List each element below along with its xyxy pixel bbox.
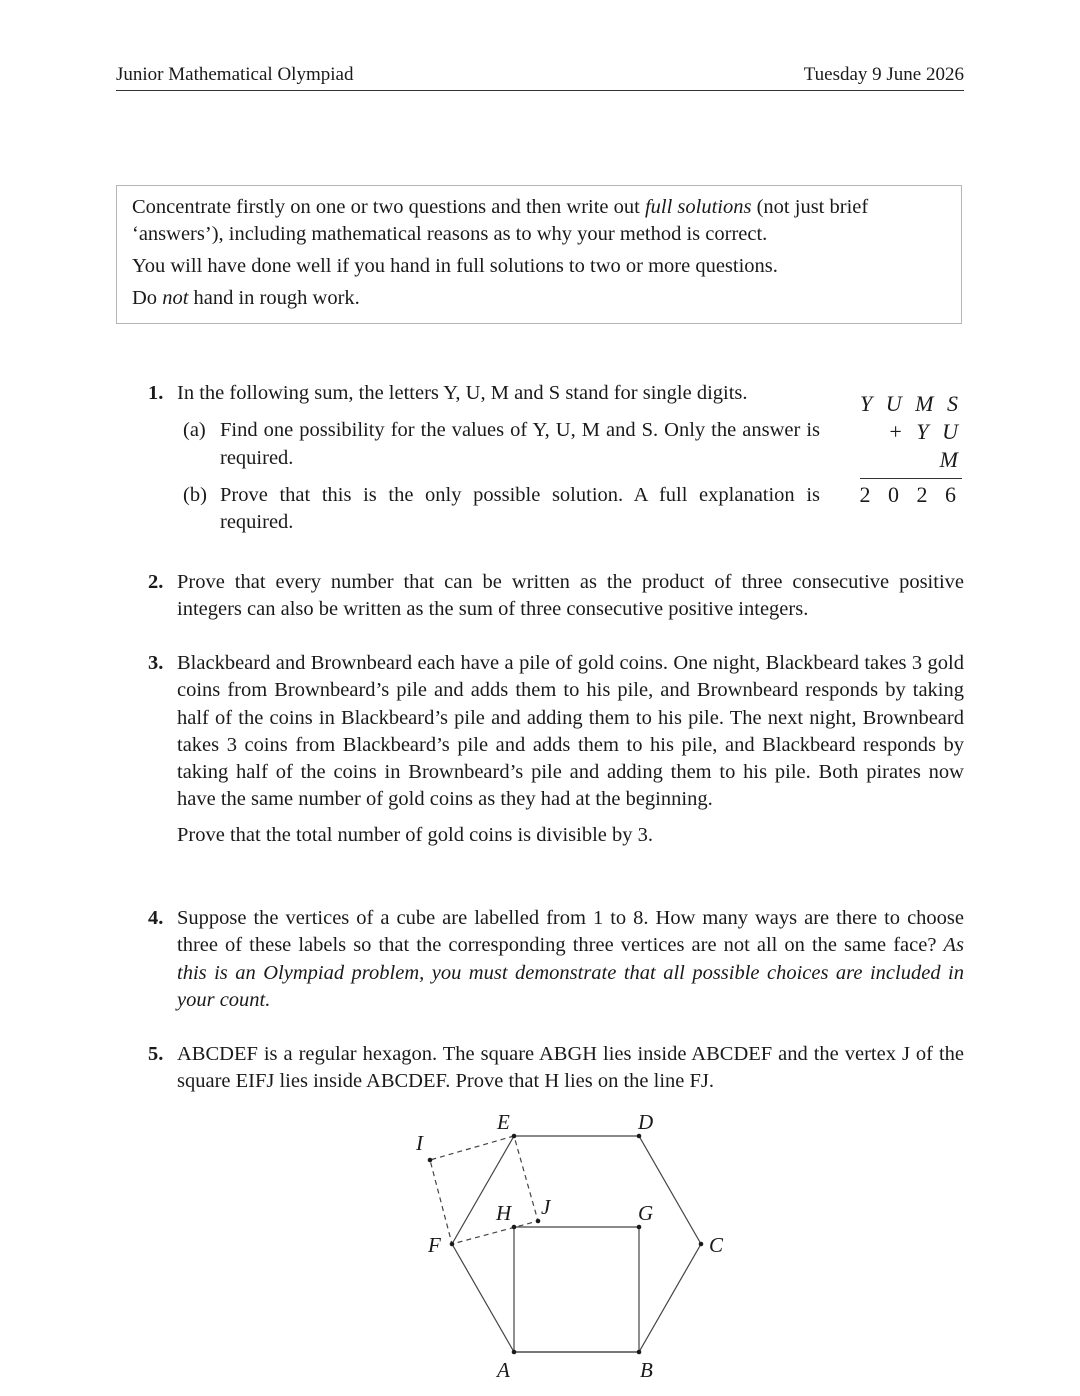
point-g xyxy=(637,1225,642,1230)
label-g: G xyxy=(638,1201,654,1225)
instruction-line-3: Do not hand in rough work. xyxy=(132,287,360,309)
header-date: Tuesday 9 June 2026 xyxy=(803,64,964,85)
question-3-task: Prove that the total number of gold coins is divisible by 3. xyxy=(177,823,653,846)
label-d: D xyxy=(638,1110,654,1134)
label-f: F xyxy=(428,1233,441,1257)
point-a xyxy=(512,1350,517,1355)
point-e xyxy=(512,1134,517,1139)
point-f xyxy=(450,1242,455,1247)
label-c: C xyxy=(709,1233,724,1257)
label-b: B xyxy=(640,1358,653,1382)
question-1-intro: In the following sum, the letters Y, U, M and S stand for single digits. xyxy=(177,382,748,404)
question-2-text: Prove that every number that can be written as the product of three consecutive positive integers can also be written as the sum of three consecutive positive integers. xyxy=(177,571,964,621)
sub-text: Find one possibility for the values of Y, U, M and S. Only the answer is required. xyxy=(220,419,820,469)
sum-top-row: Y U M S xyxy=(860,391,962,416)
point-d xyxy=(637,1134,642,1139)
question-3-text: Blackbeard and Brownbeard each have a pile of gold coins. One night, Blackbeard takes 3 gold coins from Brownbeard’s pile and adds them to his pile, and Brownbeard responds by taking half of the coins in Blackbeard’s pile and adding them to his pile. The next night, Brownbeard takes 3 coins from Blackbeard’s pile and adds them to his pile, and Blackbeard responds by taking half of the coins in Brownbeard’s pile and adding them to his pile. Both pirates now have the same number of gold coins as they had at the beginning. xyxy=(177,652,964,811)
label-j: J xyxy=(541,1195,551,1219)
label-a: A xyxy=(497,1358,510,1382)
point-h xyxy=(512,1225,517,1230)
label-e: E xyxy=(497,1110,510,1134)
sub-text: Prove that this is the only possible solution. A full explanation is required. xyxy=(220,483,820,534)
question-number: 2. xyxy=(148,571,164,593)
point-b xyxy=(637,1350,642,1355)
point-j xyxy=(536,1219,541,1224)
hexagon-abcdef xyxy=(452,1136,701,1352)
label-h: H xyxy=(496,1201,512,1225)
sum-second-row: + Y U M xyxy=(888,419,962,472)
question-number: 5. xyxy=(148,1043,164,1065)
instruction-line-1: Concentrate firstly on one or two questions and then write out full solutions (not just brief ‘answers’), including mathematical reasons as to why your method is correct. xyxy=(132,196,869,245)
point-c xyxy=(699,1242,704,1247)
header-title: Junior Mathematical Olympiad xyxy=(116,64,354,85)
sub-label: (a) xyxy=(183,419,206,442)
square-eifj xyxy=(430,1136,538,1244)
instruction-line-2: You will have done well if you hand in full solutions to two or more questions. xyxy=(132,255,778,277)
label-i: I xyxy=(416,1131,423,1155)
question-5-text: ABCDEF is a regular hexagon. The square ABGH lies inside ABCDEF and the vertex J of the square EIFJ lies inside ABCDEF. Prove that H lies on the line FJ. xyxy=(177,1043,964,1093)
question-number: 1. xyxy=(148,382,164,404)
square-abgh xyxy=(514,1227,639,1352)
point-i xyxy=(428,1158,433,1163)
question-4-text: Suppose the vertices of a cube are labelled from 1 to 8. How many ways are there to choose three of these labels so that the corresponding three vertices are not all on the same face? As this is an Olympiad problem, you must demonstrate that all possible choices are included in your count. xyxy=(177,907,964,1011)
sub-label: (b) xyxy=(183,483,207,506)
question-number: 4. xyxy=(148,907,164,929)
sum-result: 2 0 2 6 xyxy=(859,482,962,507)
question-number: 3. xyxy=(148,652,164,674)
